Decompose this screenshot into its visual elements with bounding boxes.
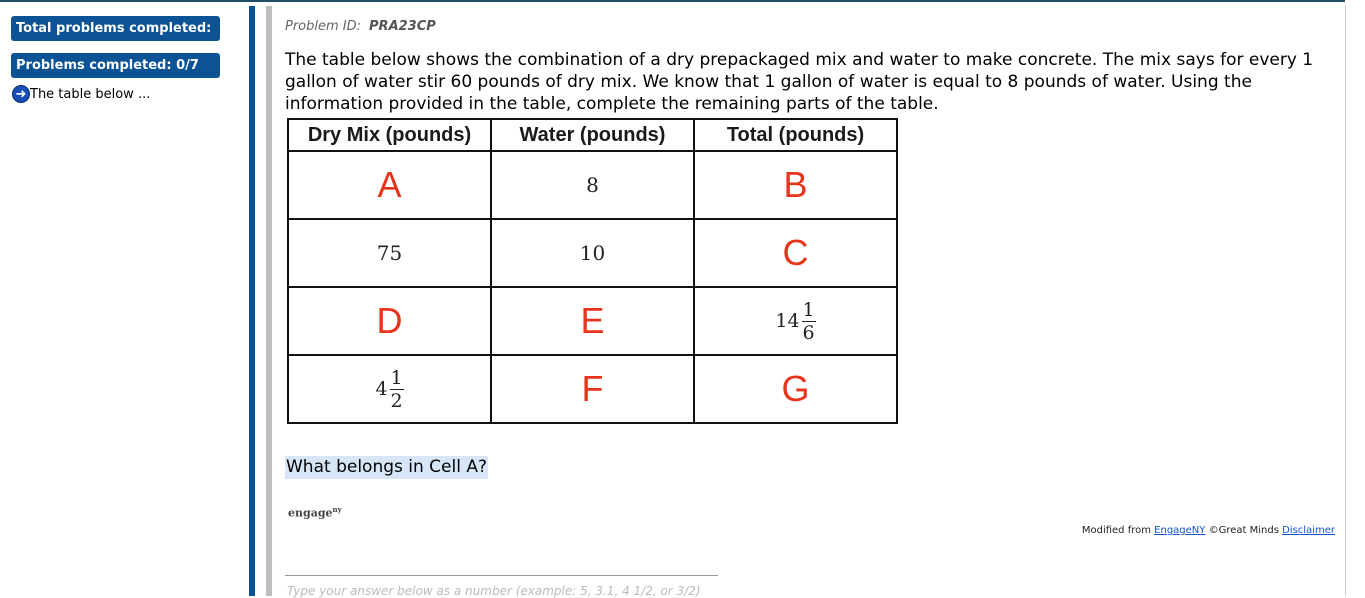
fraction-numerator: 1 [390, 366, 403, 389]
content-border [1345, 6, 1346, 596]
table-header-cell: Dry Mix (pounds) [288, 119, 491, 151]
cell-value: 8 [586, 173, 599, 197]
credit-middle: ©Great Minds [1208, 525, 1279, 536]
problem-id [285, 19, 436, 34]
fraction-numerator: 1 [802, 298, 815, 321]
problem-panel [285, 0, 1340, 596]
table-row [288, 151, 897, 219]
engageny-link[interactable]: EngageNY [1154, 525, 1206, 536]
problem-id-value: PRA23CP [369, 19, 436, 34]
credit-line [1082, 525, 1335, 536]
cell-value: 10 [579, 241, 606, 265]
table-row [288, 219, 897, 287]
mixed-number [775, 299, 815, 344]
table-row [288, 355, 897, 423]
table-cell [694, 287, 897, 355]
table-cell [694, 355, 897, 423]
table-cell [694, 219, 897, 287]
divider-accent [249, 6, 255, 596]
problems-completed-badge: Problems completed: 0/7 [11, 53, 220, 78]
fraction-denominator: 6 [802, 321, 815, 344]
engageny-logo: engage$^{ny}$ [288, 505, 342, 520]
cell-value: 75 [376, 241, 403, 265]
disclaimer-link[interactable]: Disclaimer [1282, 525, 1335, 536]
problem-id-label: Problem ID: [285, 19, 362, 34]
table-cell [288, 287, 491, 355]
sidebar [0, 0, 248, 596]
table-cell [491, 219, 694, 287]
cell-letter-a: A [377, 164, 402, 205]
table-cell [491, 151, 694, 219]
concrete-table [287, 118, 898, 424]
question-text: What belongs in Cell A? [286, 457, 488, 477]
answer-input-underline [285, 575, 718, 576]
divider-gray [266, 6, 272, 596]
answer-input[interactable]: Type your answer below as a number (example: 5, 3.1, 4 1/2, or 3/2) [287, 584, 701, 598]
table-cell [288, 355, 491, 423]
credit-prefix: Modified from [1081, 525, 1151, 536]
table-cell [491, 287, 694, 355]
sidebar-item-label: The table below ... [30, 86, 151, 102]
cell-letter-d: D [376, 300, 403, 341]
table-cell [491, 355, 694, 423]
mixed-number [375, 367, 403, 412]
total-problems-badge: Total problems completed: [11, 16, 220, 41]
table-header-row [288, 119, 897, 151]
table-header-cell: Water (pounds) [491, 119, 694, 151]
table-cell [694, 151, 897, 219]
table-row [288, 287, 897, 355]
mixed-whole: 14 [775, 310, 800, 332]
cell-letter-e: E [580, 300, 605, 341]
table-cell [288, 151, 491, 219]
cell-letter-b: B [783, 164, 808, 205]
cell-letter-f: F [581, 368, 604, 409]
cell-letter-g: G [781, 368, 810, 409]
problem-body: The table below shows the combination of a dry prepackaged mix and water to make concrete. The mix says for every 1 gallon of water stir 60 pounds of dry mix. We know that 1 gallon of water is equal to 8 pounds of water. Using the information provided in the table, complete the remaining parts of the table. [285, 50, 1314, 114]
arrow-right-icon: ➜ [12, 85, 30, 103]
fraction [390, 367, 404, 412]
sidebar-item-current-problem[interactable] [12, 84, 150, 104]
fraction [802, 299, 816, 344]
cell-letter-c: C [782, 232, 809, 273]
fraction-denominator: 2 [390, 389, 403, 412]
table-cell [288, 219, 491, 287]
table-header-cell: Total (pounds) [694, 119, 897, 151]
mixed-whole: 4 [375, 378, 388, 400]
